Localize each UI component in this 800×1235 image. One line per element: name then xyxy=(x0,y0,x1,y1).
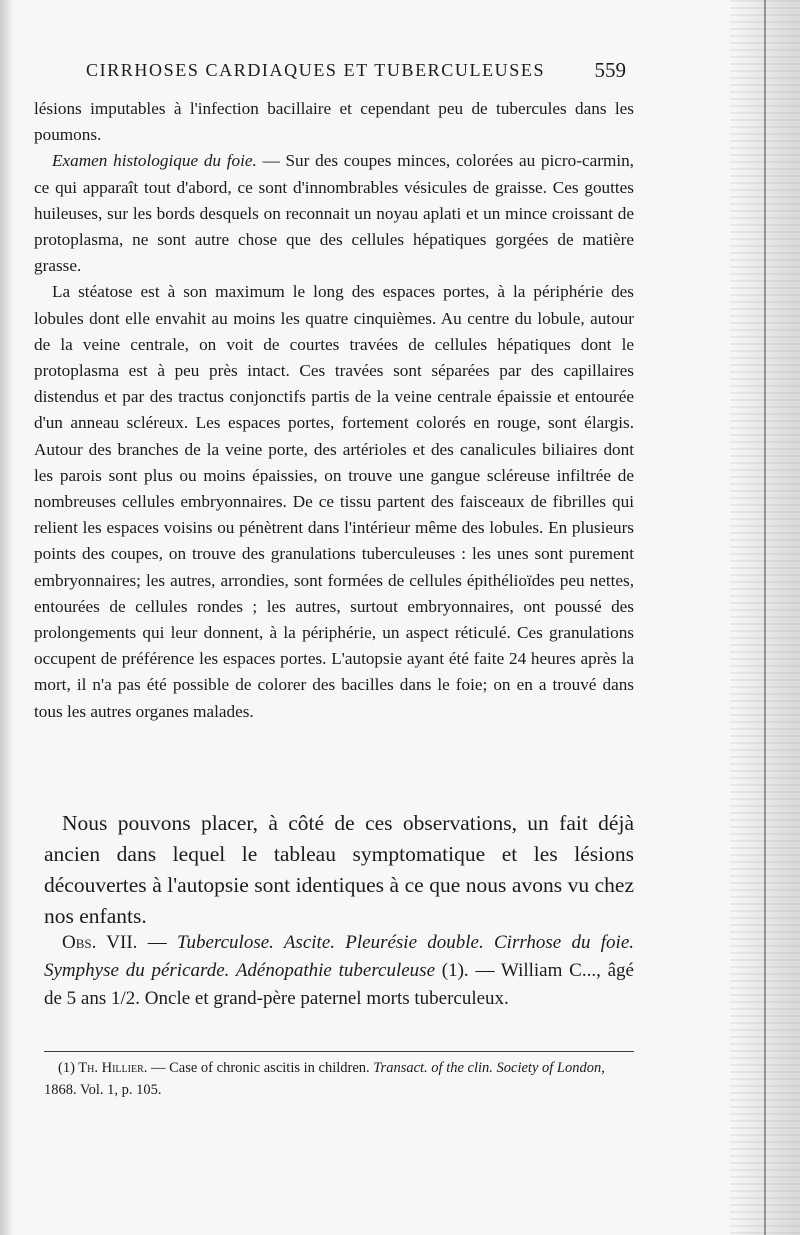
paragraph-steatosis xyxy=(34,279,634,724)
observation-text: — William C..., âgé de 5 ans 1/2. Oncle et grand-père paternel morts tuberculeux. xyxy=(44,960,634,1009)
section-heading-italic: Examen histologique du foie. xyxy=(52,151,257,171)
observation-title: Tuberculose. Ascite. Pleurésie double. Cirrhose du foie. Symphyse du péricarde. Adénopathie tuberculeuse xyxy=(44,932,635,981)
paragraph-large: Nous pouvons placer, à côté de ces observations, un fait déjà ancien dans lequel le tableau symptomatique et les lésions découvertes à l'autopsie sont identiques à ce que nous avons vu chez nos enfants. xyxy=(44,811,634,928)
footnote-number: (1) xyxy=(58,1060,75,1076)
observation-dash: — xyxy=(137,932,177,953)
footnote-divider xyxy=(44,1051,634,1052)
observation-block xyxy=(44,929,634,1013)
observation-paragraph xyxy=(44,929,634,1013)
paragraph-text: — Sur des coupes minces, colorées au picro-carmin, ce qui apparaît tout d'abord, ce sont d'innombrables vésicules de graisse. Ces gouttes huileuses, sur les bords desquels on reconnait un noyau aplati et un mince croissant de protoplasma, ne sont autre chose que des cellules hépatiques gorgées de matière grasse. xyxy=(34,151,634,276)
footnote-author: Th. Hillier. xyxy=(74,1060,148,1076)
running-head: CIRRHOSES CARDIAQUES ET TUBERCULEUSES xyxy=(86,60,546,80)
observation-label: Obs. VII. xyxy=(62,932,138,953)
paragraph-continued xyxy=(34,96,634,148)
footnote-journal: Transact. of the clin. Society of London, xyxy=(369,1060,605,1076)
footnote-tail: 1868. Vol. 1, p. 105. xyxy=(44,1082,162,1098)
footnote-title: — Case of chronic ascitis in children. xyxy=(147,1060,370,1076)
large-print-body xyxy=(44,808,634,932)
paragraph-text: lésions imputables à l'infection bacillaire et cependant peu de tubercules dans les poumons. xyxy=(34,99,634,145)
page-header xyxy=(86,58,626,88)
paragraph-histology xyxy=(34,148,634,279)
footnote-text xyxy=(44,1057,634,1101)
paragraph-text: La stéatose est à son maximum le long des espaces portes, à la périphérie des lobules dont elle envahit au moins les quatre cinquièmes. Au centre du lobule, autour de la veine centrale, on voit de courtes travées de cellules hépatiques dont le protoplasma est à peu près intact. Ces travées sont séparées par des capillaires distendus et par des tractus conjonctifs partis de la veine centrale épaissie et entourée d'un anneau scléreux. Les espaces portes, fortement colorés en rouge, sont élargis. Autour des branches de la veine porte, des artérioles et des canalicules biliaires dont les parois sont plus ou moins épaissies, on trouve une gangue scléreuse infiltrée de nombreuses cellules embryonnaires. De ce tissu partent des faisceaux de fibrilles qui relient les espaces voisins ou pénètrent dans l'intérieur même des lobules. En plusieurs points des coupes, on trouve des granulations tuberculeuses : les unes sont purement embryonnaires; les autres, arrondies, sont formées de cellules épithélioïdes peu nettes, entourées de cellules rondes ; les autres, surtout embryonnaires, ont poussé des prolongements qui leur donnent, à la périphérie, un aspect réticulé. Ces granulations occupent de préférence les espaces portes. L'autopsie ayant été faite 24 heures après la mort, il n'a pas été possible de colorer des bacilles dans le foie; on en a trouvé dans tous les autres organes malades. xyxy=(34,282,634,721)
page-edge-line xyxy=(764,0,766,1235)
footnote-reference: (1). xyxy=(435,960,469,981)
page-number: 559 xyxy=(594,58,626,82)
page-binding-shadow xyxy=(0,0,14,1235)
small-print-body xyxy=(34,96,634,725)
footnote xyxy=(44,1057,634,1101)
